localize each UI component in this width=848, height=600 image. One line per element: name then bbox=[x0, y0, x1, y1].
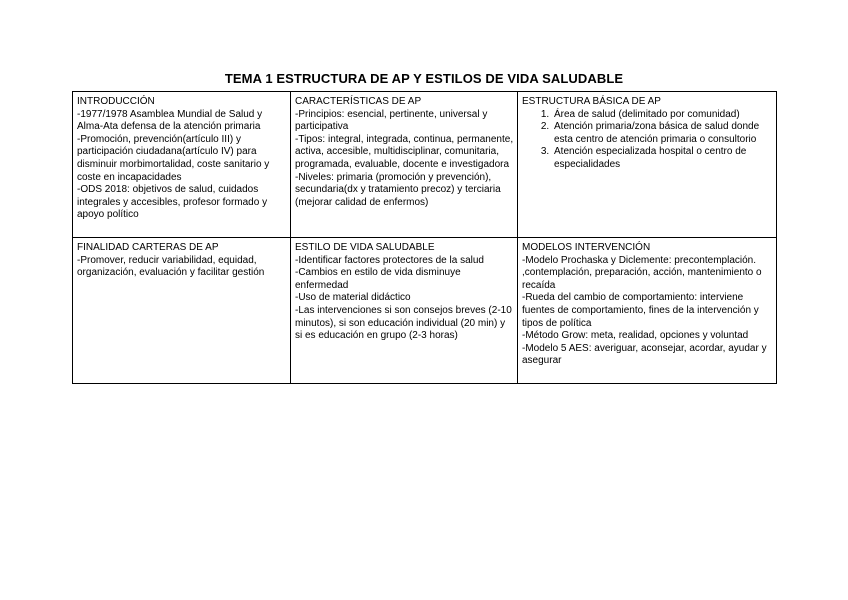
cell-heading: INTRODUCCIÓN bbox=[77, 96, 155, 107]
cell-line: -Modelo Prochaska y Diclemente: precontemplación. ,contemplación, preparación, acción, mantenimiento o recaída bbox=[522, 254, 762, 291]
cell-line: -1977/1978 Asamblea Mundial de Salud y Alma-Ata defensa de la atención primaria bbox=[77, 108, 263, 133]
cell-heading: CARACTERÍSTICAS DE AP bbox=[295, 96, 422, 107]
list-item: 3. Atención especializada hospital o centro de especialidades bbox=[552, 146, 773, 171]
cell-modelos bbox=[518, 238, 777, 384]
summary-table bbox=[72, 91, 777, 384]
cell-estilo bbox=[291, 238, 518, 384]
cell-heading: MODELOS INTERVENCIÓN bbox=[522, 242, 651, 253]
cell-line: -Las intervenciones si son consejos breves (2-10 minutos), si son educación individual (20 min) y si es educación en grupo (2-3 horas) bbox=[295, 304, 512, 342]
cell-line: -Promover, reducir variabilidad, equidad, organización, evaluación y facilitar gestión bbox=[77, 254, 265, 279]
cell-line: -Identificar factores protectores de la salud bbox=[295, 254, 484, 266]
cell-estructura bbox=[518, 92, 777, 238]
list-item: 1. Área de salud (delimitado por comunidad) bbox=[552, 109, 773, 122]
cell-heading: ESTRUCTURA BÁSICA DE AP bbox=[522, 96, 661, 107]
cell-heading: ESTILO DE VIDA SALUDABLE bbox=[295, 242, 435, 253]
table-row bbox=[73, 92, 777, 238]
cell-line: -ODS 2018: objetivos de salud, cuidados integrales y accesibles, profesor formado y apoyo político bbox=[77, 184, 268, 221]
cell-caracteristicas bbox=[291, 92, 518, 238]
cell-line: -Cambios en estilo de vida disminuye enfermedad bbox=[295, 267, 461, 291]
cell-line: -Modelo 5 AES: averiguar, aconsejar, acordar, ayudar y asegurar bbox=[522, 342, 767, 367]
cell-introduccion bbox=[73, 92, 291, 238]
table-row bbox=[73, 238, 777, 384]
cell-line: -Tipos: integral, integrada, continua, permanente, activa, accesible, multidisciplinar, comunitaria, programada, evaluable, docente e investigadora bbox=[295, 133, 514, 170]
cell-line: -Principios: esencial, pertinente, universal y participativa bbox=[295, 108, 488, 133]
numbered-list bbox=[522, 109, 773, 172]
cell-line: -Promoción, prevención(artículo III) y participación ciudadana(artículo IV) para disminuir morbimortalidad, coste sanitario y coste en incapacidades bbox=[77, 133, 270, 183]
cell-line: -Rueda del cambio de comportamiento: interviene fuentes de comportamiento, fines de la intervención y tipos de política bbox=[522, 292, 759, 329]
cell-line: -Niveles: primaria (promoción y prevención), secundaria(dx y tratamiento precoz) y terciaria (mejorar calidad de enfermos) bbox=[295, 171, 501, 208]
cell-line: -Uso de material didáctico bbox=[295, 292, 411, 304]
cell-finalidad bbox=[73, 238, 291, 384]
cell-heading: FINALIDAD CARTERAS DE AP bbox=[77, 242, 219, 253]
list-item: 2. Atención primaria/zona básica de salud donde esta centro de atención primaria o consultorio bbox=[552, 121, 773, 146]
page-title: TEMA 1 ESTRUCTURA DE AP Y ESTILOS DE VIDA SALUDABLE bbox=[224, 71, 624, 86]
cell-line: -Método Grow: meta, realidad, opciones y voluntad bbox=[522, 330, 749, 342]
